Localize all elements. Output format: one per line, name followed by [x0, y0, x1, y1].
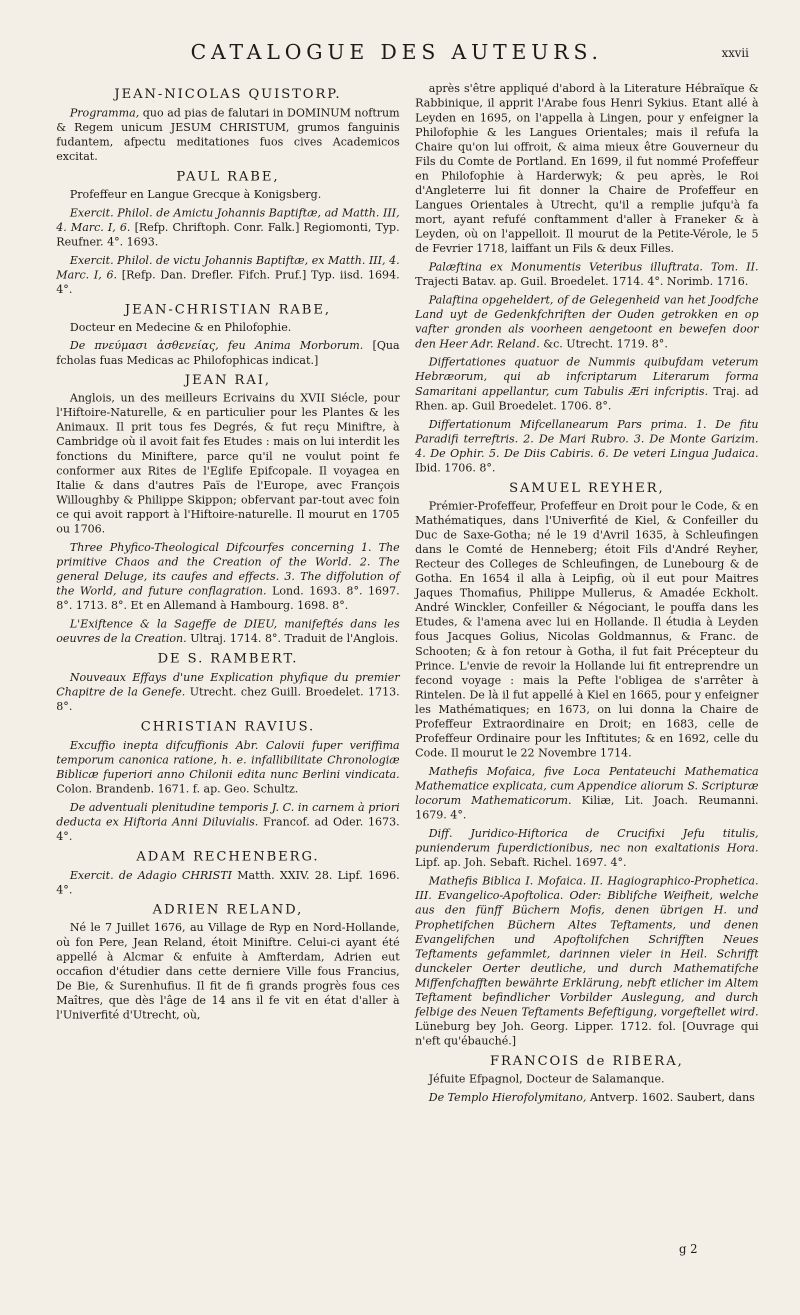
bibliography-entry: [56, 339, 399, 368]
bibliography-entry: [415, 826, 758, 870]
author-heading: JEAN-NICOLAS QUISTORP.: [114, 86, 342, 102]
work-title: Palæftina ex Monumentis Veteribus illuftrata. Tom. II.: [428, 259, 759, 274]
publication-details: Colon. Brandenb. 1671. f. ap. Geo. Schultz.: [56, 781, 299, 796]
signature-mark: g 2: [679, 1242, 698, 1257]
bibliography-entry: [56, 540, 399, 613]
bibliography-entry: [56, 253, 399, 297]
bibliography-entry: [56, 617, 399, 646]
bibliography-entry: [415, 874, 758, 1049]
publication-details: [Refp. Dan. Drefler. Fifch. Pruf.] Typ. iisd. 1694. 4°.: [56, 267, 400, 296]
work-title: Differtationes quatuor de Nummis quibufdam veterum Hebræorum, qui ab infcriptarum Literarum forma Samaritani appellantur, cum Tabulis Æri infcriptis.: [415, 355, 759, 398]
publication-details: Matth. XXIV. 28. Lipf. 1696. 4°.: [56, 868, 400, 897]
work-title: Diff. Juridico-Hiftorica de Crucifixi Jefu titulis, punienderum fuperdictionibus, nec non exaltationis Hora.: [415, 826, 759, 855]
author-biography: Prémier-Profeffeur, Profeffeur en Droit pour le Code, & en Mathématiques, dans l'Univerfité de Kiel, & Confeiller du Duc de Saxe-Gotha; né le 19 d'Avril 1635, à Schleufingen dans le Comté de Henneberg; étoit Fils d'André Reyher, Recteur des Colleges de Schleufingen, de Lunebourg & de Gotha. En 1654 il alla à Leipfig, où il eut pour Maitres Jaques Thomafius, Philippe Mullerus, & Amadée Eckholt. André Winckler, Confeiller & Négociant, le pouffa dans les Etudes, & l'amena avec lui en Hollande. Il étudia à Leyden fous Jacques Golius, Nicolas Goldmannus, & Franc. de Schooten; & à fon retour à Gotha, il fut fait Précepteur du Prince. L'envie de revoir la Hollande lui fit entreprendre un fecond voyage : mais la Pefte l'obligea de s'arrêter à Rintelen. De là il fut appellé à Kiel en 1665, pour y enfeigner les Mathématiques; en 1673, on lui donna la Chaire de Profeffeur Extraordinaire en Droit; en 1683, celle de Profeffeur Ordinaire pour les Inftitutes; & en 1692, celle du Code. Il mourut le 22 Novembre 1714.: [415, 498, 759, 760]
bibliography-entry: [415, 417, 758, 475]
author-biography: après s'être appliqué d'abord à la Literature Hébraïque & Rabbinique, il apprit l'Arabe fous Henri Sykius. Etant allé à Leyden en 1695, on l'appella à Lingen, pour y enfeigner la Philofophie & les Langues Orientales; mais il refufa la Chaire qu'on lui offroit, & aima mieux être Gouverneur du Fils du Comte de Portland. En 1699, il fut nommé Profeffeur en Philofophie à Harderwyk; & peu après, le Roi d'Angleterre lui fit donner la Chaire de Profeffeur en Langues Orientales à Utrecht, qu'il a remplie jufqu'à fa mort, ayant refufé conftamment d'aller à Franeker & à Leyden, où on l'appelloit. Il mourut de la Petite-Vérole, le 5 de Fevrier 1718, laiffant un Fils & deux Filles.: [415, 81, 759, 256]
work-title: Nouveaux Effays d'une Explication phyfique du premier Chapitre de la Genefe.: [56, 670, 400, 699]
page-number: xxvii: [721, 46, 749, 61]
work-title: Differtationum Mifcellanearum Pars prima. 1. De fitu Paradifi terreftris. 2. De Mari Rubro. 3. De Monte Garizim. 4. De Ophir. 5. De Diis Cabiris. 6. De veteri Lingua Judaica.: [415, 417, 759, 460]
publication-details: Traj. ad Rhen. ap. Guil Broedelet. 1706. 8°.: [415, 384, 759, 413]
publication-details: quo ad pias de falutari in DOMINUM noftrum & Regem unicum JESUM CHRISTUM, grumos fanguinis fudantem, afpectu meditationes fuos cives Academicos excitat.: [56, 105, 400, 163]
publication-details: Lond. 1693. 8°. 1697. 8°. 1713. 8°. Et en Allemand à Hambourg. 1698. 8°.: [56, 583, 400, 613]
running-title: CATALOGUE DES AUTEURS.: [190, 40, 603, 65]
left-column: [56, 81, 399, 1025]
publication-details: &c. Utrecht. 1719. 8°.: [543, 336, 668, 351]
author-heading: PAUL RABE,: [176, 168, 280, 185]
bibliography-entry: [415, 293, 758, 351]
work-title: Mathefis Biblica I. Mofaica. II. Hagiographico-Prophetica. III. Evangelico-Apoftolica. Oder: Biblifche Weifheit, welche aus den fünff Büchern Mofis, denen übrigen H. und Prophetifchen Büchern Altes Teftaments, und denen Evangelifchen und Apoftolifchen Schrifften Neues Teftaments gefammlet, darinnen vieler in Heil. Schrifft dunckeler Oerter deutliche, und durch Mathematifche Miffenfchafften bewährte Erklärung, nebft etlicher im Altem Teftament befindlicher Vorbilder Auslegung, and durch felbige des Neuen Teftaments Befeftigung, vorgeftellet wird.: [415, 873, 759, 1019]
work-title: De adventuali plenitudine temporis J. C. in carnem à priori deducta ex Hiftoria Anni Diluvialis.: [56, 800, 400, 829]
author-biography: Anglois, un des meilleurs Ecrivains du XVII Siécle, pour l'Hiftoire-Naturelle, & en particulier pour les Plantes & les Animaux. Il prit tous fes Degrés, & fut reçu Miniftre, à Cambridge où il avoit fait fes Etudes : mais on lui interdit les fonctions du Miniftere, parce qu'il ne voulut point fe conformer aux Rites de l'Eglife Epifcopale. Il voyagea en Italie & dans d'autres Païs de l'Europe, avec François Willoughby & Philippe Skippon; obfervant par-tout avec foin ce qui avoit rapport à l'Hiftoire-naturelle. Il mourut en 1705 ou 1706.: [56, 390, 400, 536]
bibliography-entry: [56, 800, 399, 844]
author-heading: JEAN-CHRISTIAN RABE,: [124, 301, 331, 318]
publication-details: Utrecht. chez Guill. Broedelet. 1713. 8°.: [56, 684, 400, 713]
publication-details: Kiliæ, Lit. Joach. Reumanni. 1679. 4°.: [415, 793, 759, 822]
bibliography-entry: [56, 670, 399, 714]
work-title: Palaftina opgeheldert, of de Gelegenheid van het Joodfche Land uyt de Gedenkfchriften der Ouden getrokken en op vafter gronden als voorheen aengetoont en bewefen door den Heer Adr. Reland.: [415, 292, 759, 351]
publication-details: [Qua fcholas fuas Medicas ac Philofophicas indicat.]: [56, 338, 400, 367]
author-biography: Né le 7 Juillet 1676, au Village de Ryp en Nord-Hollande, où fon Pere, Jean Reland, étoit Miniftre. Celui-ci ayant été appellé à Alcmar & enfuite à Amfterdam, Adrien eut occafion d'étudier dans cette derniere Ville fous Francius, De Bie, & Surenhufius. Il fit de fi grands progrès fous ces Maîtres, que dès l'âge de 14 ans il fe vit en état d'aller à l'Univerfité d'Utrecht, où,: [56, 920, 400, 1022]
bibliography-entry: [415, 1090, 758, 1105]
bibliography-entry: [56, 738, 399, 796]
author-biography: Jéfuite Efpagnol, Docteur de Salamanque.: [428, 1071, 665, 1086]
author-heading: SAMUEL REYHER,: [509, 480, 665, 496]
bibliography-entry: [56, 206, 399, 250]
author-heading: FRANCOIS de RIBERA,: [489, 1053, 684, 1069]
publication-details: Lüneburg bey Joh. Georg. Lipper. 1712. fol. [Ouvrage qui n'eft qu'ébauché.]: [415, 1019, 759, 1048]
right-column: [415, 81, 758, 1106]
work-title: Three Phyfico-Theological Difcourfes concerning 1. The primitive Chaos and the Creation of the World. 2. The general Deluge, its caufes and effects. 3. The diffolution of the World, and future conflagration.: [56, 540, 400, 598]
work-title: De πνεύμασι ἀσθενείας, feu Anima Morborum.: [69, 338, 364, 353]
bibliography-entry: [415, 260, 758, 289]
author-biography: Profeffeur en Langue Grecque à Konigsberg.: [69, 187, 322, 201]
bibliography-entry: [415, 764, 758, 822]
publication-details: Antverp. 1602. Saubert, dans: [589, 1090, 755, 1104]
work-title: Mathefis Mofaica, five Loca Pentateuchi Mathematica Mathematice explicata, cum Appendice aliorum S. Scripturæ locorum Mathematicorum.: [415, 764, 759, 808]
bibliography-entry: [415, 355, 758, 413]
publication-details: Francof. ad Oder. 1673. 4°.: [56, 814, 400, 843]
publication-details: Ibid. 1706. 8°.: [415, 460, 496, 475]
publication-details: [Refp. Chriftoph. Conr. Falk.] Regiomonti, Typ. Reufner. 4°. 1693.: [56, 220, 400, 249]
work-title: Exercit. Philol. de Amictu Johannis Baptiftæ, ad Matth. III, 4. Marc. I, 6.: [56, 205, 400, 234]
work-title: Exercit. Philol. de victu Johannis Baptiftæ, ex Matth. III, 4. Marc. I, 6.: [56, 253, 400, 282]
publication-details: Lipf. ap. Joh. Sebaft. Richel. 1697. 4°.: [415, 855, 627, 870]
work-title: Programma,: [69, 105, 140, 120]
work-title: L'Exiftence & la Sageffe de DIEU, manifeftés dans les oeuvres de la Creation.: [56, 616, 400, 646]
author-heading: JEAN RAI,: [184, 372, 271, 388]
work-title: Exercit. de Adagio CHRISTI: [69, 868, 232, 882]
publication-details: Ultraj. 1714. 8°. Traduit de l'Anglois.: [190, 631, 399, 646]
author-heading: DE S. RAMBERT.: [157, 650, 299, 667]
publication-details: Trajecti Batav. ap. Guil. Broedelet. 1714. 4°. Norimb. 1716.: [415, 274, 749, 289]
author-heading: ADAM RECHENBERG.: [136, 848, 320, 865]
author-heading: ADRIEN RELAND,: [152, 902, 304, 918]
author-heading: CHRISTIAN RAVIUS.: [140, 718, 316, 735]
author-biography: Docteur en Medecine & en Philofophie.: [69, 320, 292, 334]
work-title: De Templo Hierofolymitano,: [428, 1090, 587, 1104]
bibliography-entry: [56, 868, 399, 897]
work-title: Excuffio inepta difcuffionis Abr. Calovii fuper veriffima temporum canonica ratione, h. e. infallibilitate Chronologiæ Biblicæ fuperiori anno Chilonii edita nunc Berlini vindicata.: [56, 738, 400, 781]
bibliography-entry: [56, 106, 399, 164]
